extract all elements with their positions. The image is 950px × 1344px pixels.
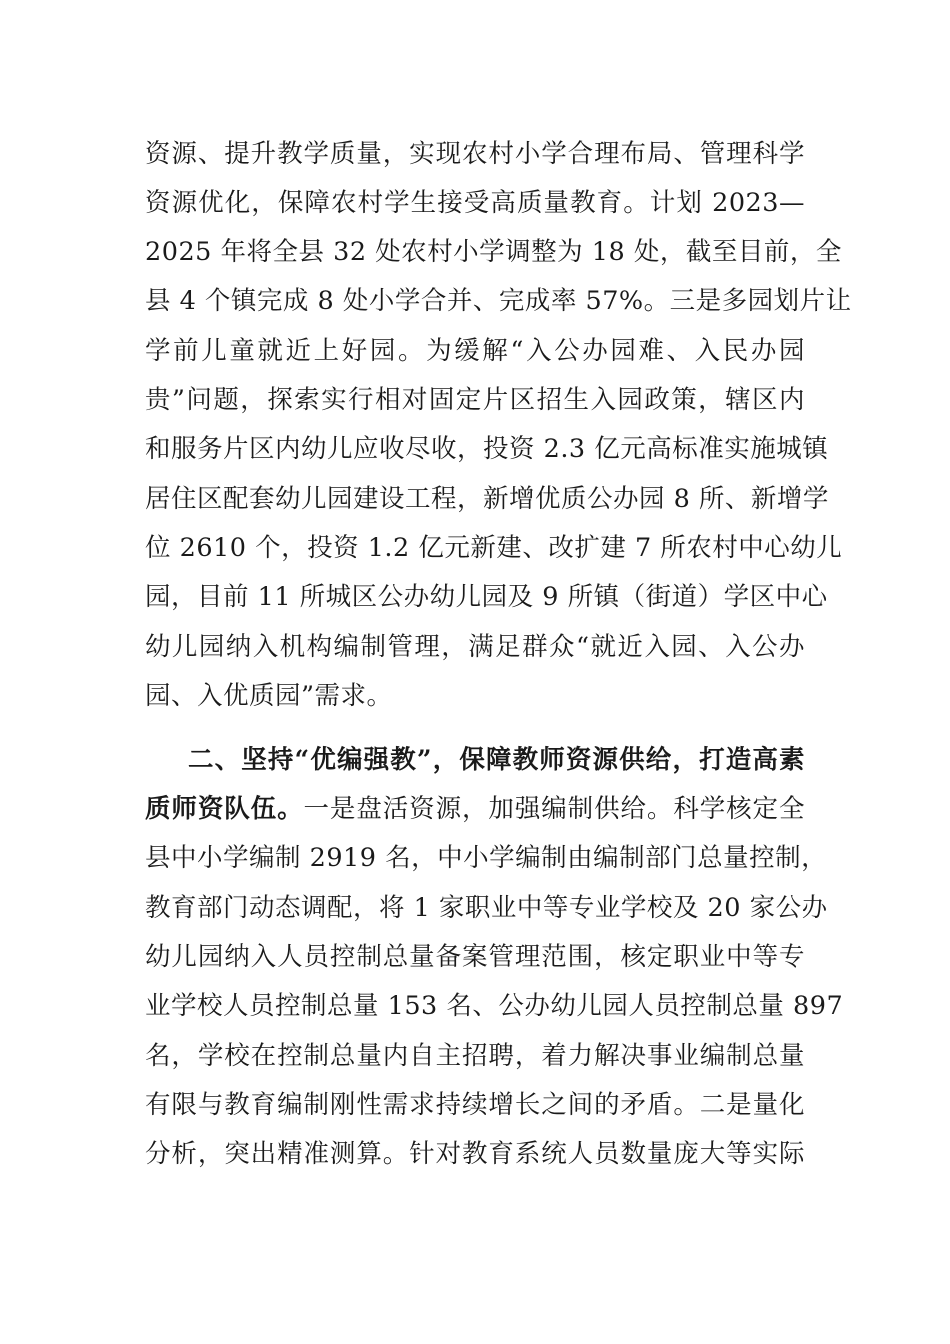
text-span: 一是盘活资源，加强编制供给。科学核定全 xyxy=(303,794,805,824)
text-line: 幼儿园纳入机构编制管理，满足群众“就近入园、入公办 xyxy=(145,632,805,662)
text-line: 分析，突出精准测算。针对教育系统人员数量庞大等实际 xyxy=(145,1139,805,1169)
text-line: 教育部门动态调配，将 1 家职业中等专业学校及 20 家公办 xyxy=(145,893,828,923)
text-line: 县 4 个镇完成 8 处小学合并、完成率 57%。三是多园划片让 xyxy=(145,286,852,316)
text-line: 幼儿园纳入人员控制总量备案管理范围，核定职业中等专 xyxy=(145,942,805,972)
section-heading-end: 质师资队伍。 xyxy=(145,794,304,824)
text-line: 资源优化，保障农村学生接受高质量教育。计划 2023— xyxy=(145,188,805,218)
text-line: 业学校人员控制总量 153 名、公办幼儿园人员控制总量 897 xyxy=(145,991,844,1021)
text-line: 贵”问题，探索实行相对固定片区招生入园政策，辖区内 xyxy=(145,385,805,415)
section-heading: 二、坚持“优编强教”，保障教师资源供给，打造高素 xyxy=(188,745,805,775)
text-line: 学前儿童就近上好园。为缓解“入公办园难、入民办园 xyxy=(145,336,805,366)
text-line: 园、入优质园”需求。 xyxy=(145,681,393,711)
text-line: 居住区配套幼儿园建设工程，新增优质公办园 8 所、新增学 xyxy=(145,484,829,514)
text-line: 县中小学编制 2919 名，中小学编制由编制部门总量控制， xyxy=(145,843,828,873)
text-line: 有限与教育编制刚性需求持续增长之间的矛盾。二是量化 xyxy=(145,1090,805,1120)
text-line: 名，学校在控制总量内自主招聘，着力解决事业编制总量 xyxy=(145,1041,805,1071)
text-line: 和服务片区内幼儿应收尽收，投资 2.3 亿元高标准实施城镇 xyxy=(145,434,829,464)
text-line xyxy=(145,792,805,826)
text-line: 位 2610 个，投资 1.2 亿元新建、改扩建 7 所农村中心幼儿 xyxy=(145,533,843,563)
text-line: 2025 年将全县 32 处农村小学调整为 18 处，截至目前，全 xyxy=(145,237,842,267)
text-line: 园，目前 11 所城区公办幼儿园及 9 所镇（街道）学区中心 xyxy=(145,582,828,612)
text-line: 资源、提升教学质量，实现农村小学合理布局、管理科学 xyxy=(145,139,805,169)
